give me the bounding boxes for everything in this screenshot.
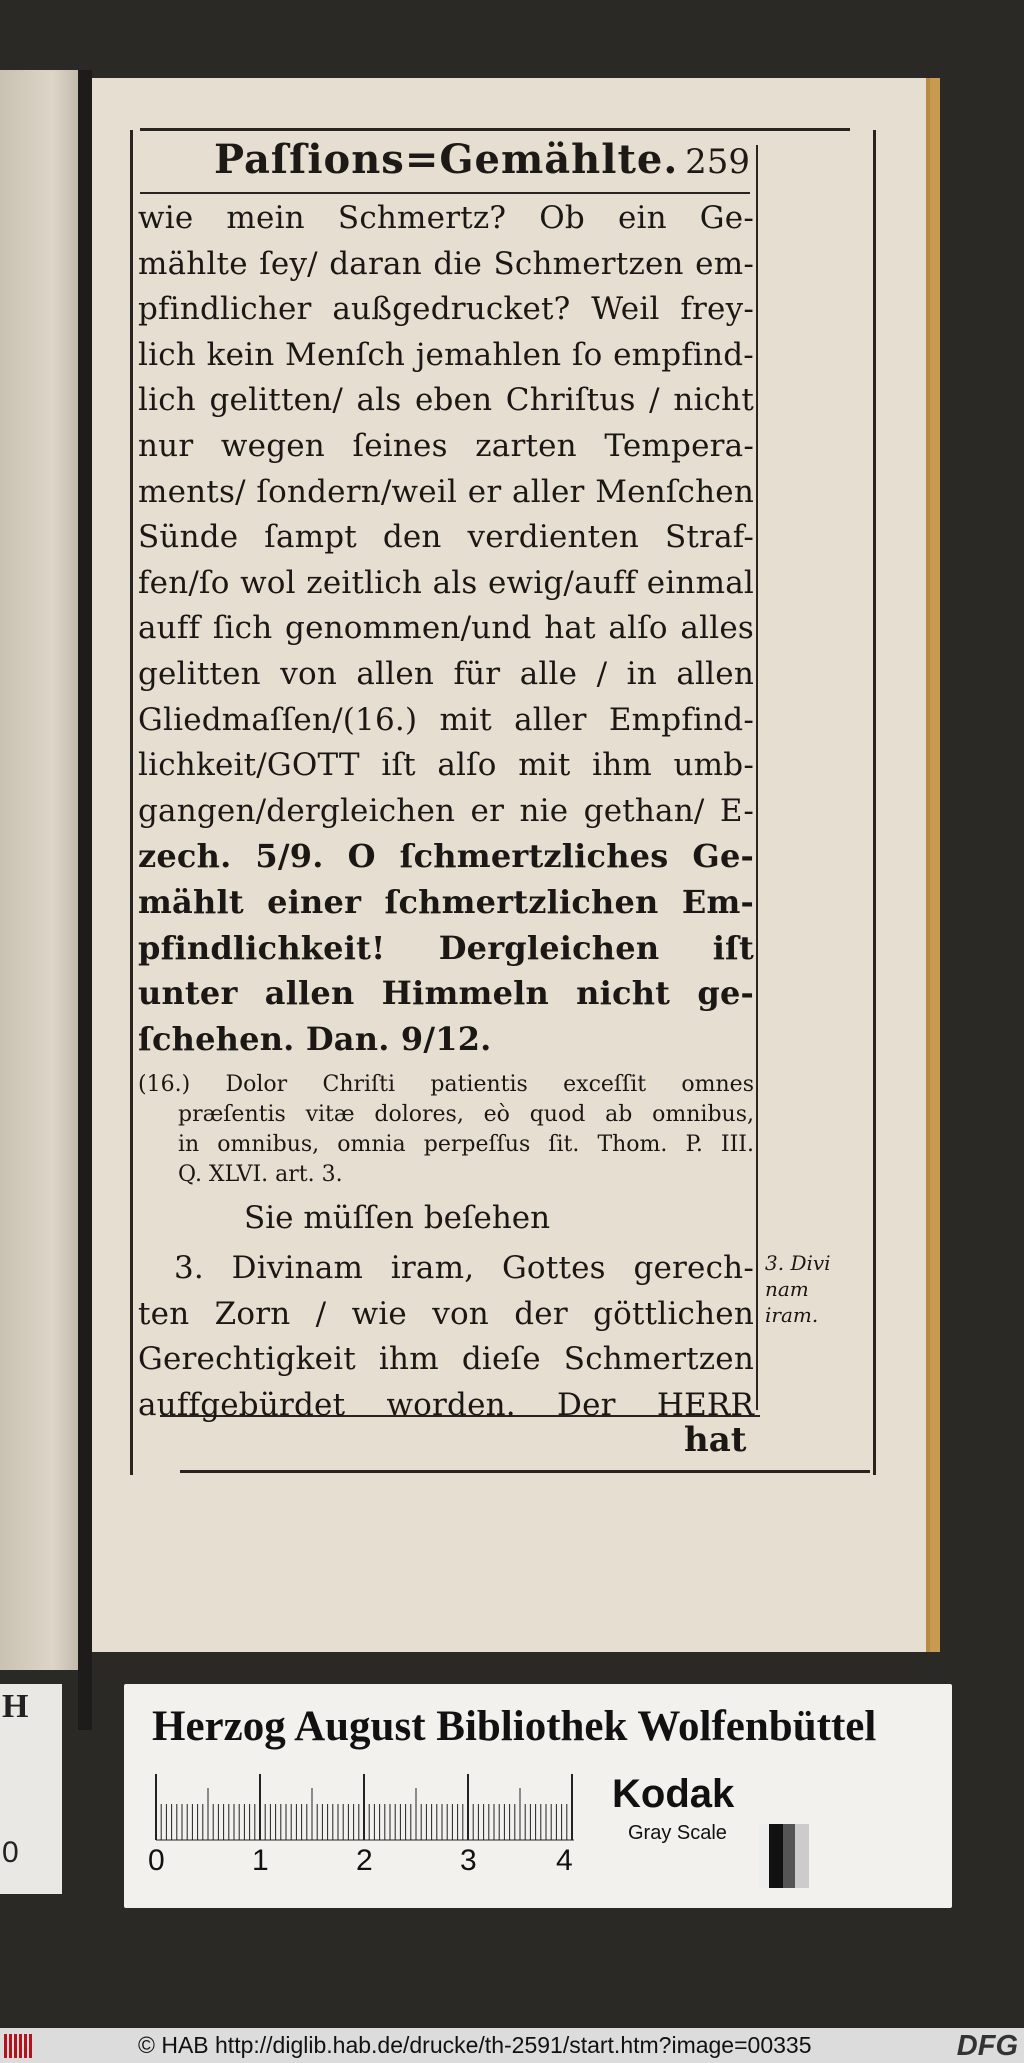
text-line: pfindlichkeit! Dergleichen iſt <box>138 928 754 967</box>
footer-bar <box>0 2028 1024 2063</box>
kodak-logo: Kodak <box>612 1772 735 1816</box>
text-line: zech. 5/9. O ſchmertzliches Ge- <box>138 837 754 876</box>
text-line: unter allen Himmeln nicht ge- <box>138 974 754 1013</box>
margin-note-line: nam <box>765 1277 809 1301</box>
footnote-line: Q. XLVI. art. 3. <box>178 1162 343 1188</box>
text-line: ments/ ſondern/weil er aller Menſchen <box>138 473 754 510</box>
frame-rule-margin-column <box>756 145 758 1410</box>
previous-page-edge <box>0 70 88 1670</box>
text-line: mählt einer ſchmertzlichen Em- <box>138 882 754 921</box>
footnote-line: præſentis vitæ dolores, eò quod ab omnibus, <box>178 1102 754 1128</box>
text-line: Sünde ſampt den verdienten Straf- <box>138 519 754 556</box>
text-line: pfindlicher außgedrucket? Weil frey- <box>138 291 754 328</box>
previous-card-digit: 0 <box>2 1836 19 1869</box>
frame-rule-header <box>140 192 750 194</box>
text-line: auff ſich genommen/und hat alſo alles <box>138 610 754 647</box>
footnote-line: in omnibus, omnia perpeſſus ſit. Thom. P. III. <box>178 1132 754 1158</box>
ruler-label: 2 <box>356 1844 373 1877</box>
running-head <box>210 130 750 186</box>
text-line: ten Zorn / wie von der göttlichen <box>138 1295 754 1332</box>
text-line: 3. Divinam iram, Gottes gerech- <box>174 1250 754 1287</box>
text-line: mählte ſey/ daran die Schmertzen em- <box>138 245 754 282</box>
ruler-label: 1 <box>252 1844 269 1877</box>
hab-logo-icon <box>4 2034 44 2058</box>
running-title: Paſſions=Gemählte. <box>214 136 679 183</box>
frame-rule-bottom-outer <box>180 1470 870 1473</box>
section-heading: Sie müſſen beſehen <box>244 1200 551 1237</box>
margin-note-line: 3. Divi <box>765 1251 831 1275</box>
text-line: fen/ſo wol zeitlich als ewig/auff einmal <box>138 564 754 601</box>
body-text <box>138 196 754 1429</box>
catchword: hat <box>684 1420 747 1460</box>
text-line: lich gelitten/ als eben Chriſtus / nicht <box>138 382 754 419</box>
gray-scale-label: Gray Scale <box>628 1822 727 1844</box>
text-line: lich kein Menſch jemahlen ſo empfind- <box>138 336 754 373</box>
text-line: wie mein Schmertz? Ob ein Ge- <box>138 200 754 236</box>
text-line: nur wegen ſeines zarten Tempera- <box>138 427 754 464</box>
previous-card-letter: H <box>2 1688 29 1725</box>
text-line: gelitten von allen für alle / in allen <box>138 655 754 692</box>
text-line: lichkeit/GOTT iſt alſo mit ihm umb- <box>138 747 754 784</box>
dfg-logo: DFG <box>956 2030 1018 2062</box>
text-line: Gliedmaſſen/(16.) mit aller Empfind- <box>138 701 754 738</box>
previous-color-card <box>0 1684 62 1894</box>
page-number: 259 <box>685 142 750 182</box>
gray-swatch <box>759 1824 809 1888</box>
ruler-label: 0 <box>148 1844 165 1877</box>
main-paragraph <box>138 196 754 1062</box>
text-line: ſchehen. Dan. 9/12. <box>138 1019 492 1058</box>
color-reference-card <box>124 1684 952 1908</box>
text-line: gangen/dergleichen er nie gethan/ E- <box>138 792 754 829</box>
text-line: auffgebürdet worden. Der HERR <box>138 1387 754 1424</box>
footnote-line: (16.) Dolor Chriſti patientis exceſſit omnes <box>138 1072 754 1098</box>
ruler-label: 3 <box>460 1844 477 1877</box>
footnote <box>138 1070 754 1190</box>
text-line: Gerechtigkeit ihm dieſe Schmertzen <box>138 1341 754 1378</box>
ruler-label: 4 <box>556 1844 573 1877</box>
book-spine <box>78 70 92 1730</box>
library-name: Herzog August Bibliothek Wolfenbüttel <box>152 1703 877 1750</box>
scale-ruler <box>154 1774 574 1842</box>
margin-note <box>765 1250 845 1328</box>
footer-source-link[interactable]: © HAB http://diglib.hab.de/drucke/th-2591/start.htm?image=00335 <box>138 2032 812 2058</box>
margin-note-line: iram. <box>765 1303 819 1327</box>
